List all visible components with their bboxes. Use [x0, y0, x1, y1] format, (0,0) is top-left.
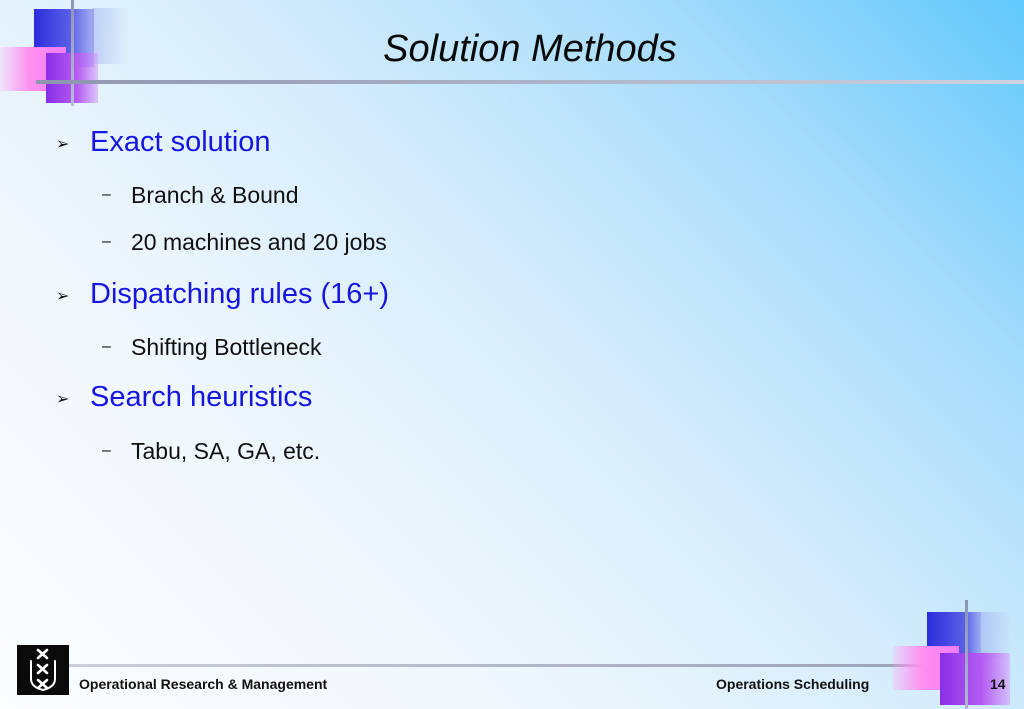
bullet-arrow-icon: ➢ [56, 288, 70, 305]
decor-vertical-line-bottom [965, 600, 968, 709]
subitem-shifting-bottleneck: Shifting Bottleneck [131, 334, 322, 360]
bullet-exact-solution: Exact solution [90, 126, 271, 158]
footer-department: Operational Research & Management [79, 676, 328, 692]
sub-dash-icon: – [102, 233, 111, 250]
sub-dash-icon: – [102, 442, 111, 459]
bullet-search-heuristics: Search heuristics [90, 381, 313, 413]
footer-course-title: Operations Scheduling [716, 676, 870, 692]
university-crest-icon [17, 645, 69, 695]
footer-divider [36, 664, 966, 667]
sub-dash-icon: – [102, 338, 111, 355]
subitem-machines-jobs: 20 machines and 20 jobs [131, 229, 387, 255]
subitem-branch-bound: Branch & Bound [131, 182, 299, 208]
subitem-tabu-sa-ga: Tabu, SA, GA, etc. [131, 438, 321, 464]
decor-square-fade-bottom [981, 612, 1011, 658]
page-number: 14 [990, 676, 1006, 692]
slide-title: Solution Methods [383, 28, 677, 70]
sub-dash-icon: – [102, 186, 111, 203]
title-divider [36, 80, 1024, 84]
bullet-arrow-icon: ➢ [56, 391, 70, 408]
bullet-arrow-icon: ➢ [56, 136, 70, 153]
bullet-dispatching-rules: Dispatching rules (16+) [90, 278, 390, 310]
